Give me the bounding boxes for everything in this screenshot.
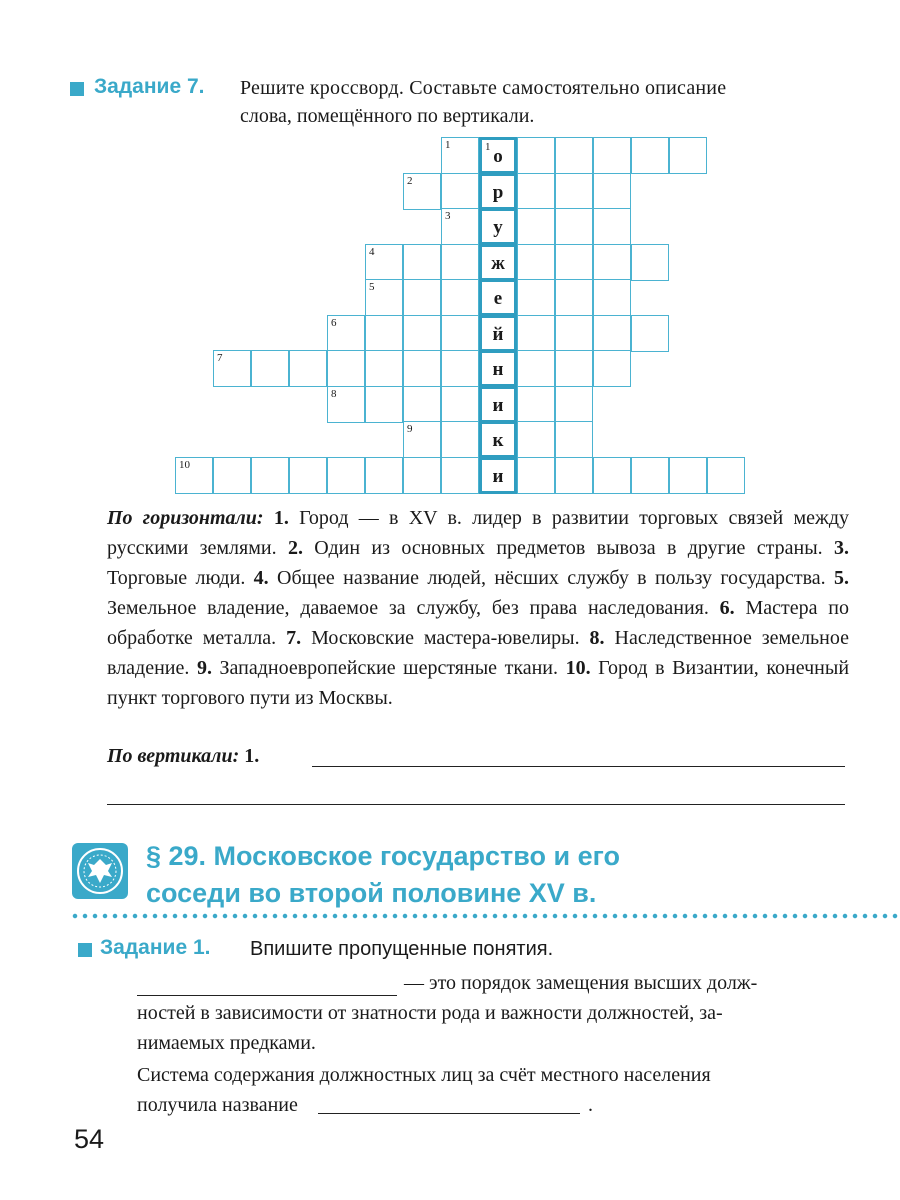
vertical-letter-cell[interactable]	[479, 386, 517, 423]
row-number-label: 10	[179, 458, 190, 471]
vertical-letter-cell[interactable]	[479, 421, 517, 458]
clue-text: Мастера по обработке металла.	[107, 597, 849, 649]
crossword-cell[interactable]	[365, 386, 403, 423]
task1-para1-line1: — это порядок замещения высших долж-	[404, 972, 758, 994]
crossword-cell[interactable]	[593, 173, 631, 210]
crossword-cell[interactable]	[403, 457, 441, 494]
crossword-cell[interactable]	[175, 457, 213, 494]
crossword-cell[interactable]	[441, 173, 479, 210]
crossword-cell[interactable]	[669, 137, 707, 174]
clue-text: Город — в XV в. лидер в развитии торговых связей между русскими землями.	[107, 507, 850, 559]
row-number-label: 8	[331, 387, 337, 400]
row-number-label: 5	[369, 281, 375, 293]
vertical-letter: о	[493, 146, 503, 167]
crossword-cell[interactable]	[593, 208, 631, 245]
page-number: 54	[74, 1124, 105, 1154]
vertical-letter: н	[492, 359, 504, 380]
crossword-cell[interactable]	[441, 350, 479, 387]
crossword-cell[interactable]	[555, 137, 593, 174]
crossword-cell[interactable]	[365, 279, 403, 316]
crossword-grid	[0, 0, 900, 520]
vertical-letter-cell[interactable]	[479, 279, 517, 316]
vertical-letter-cell[interactable]	[479, 137, 517, 174]
crossword-cell[interactable]	[593, 279, 631, 316]
vertical-heading: По вертикали:	[107, 745, 240, 767]
crossword-cell[interactable]	[631, 137, 669, 174]
crossword-cell[interactable]	[517, 421, 555, 458]
crossword-cell[interactable]	[555, 279, 593, 316]
crossword-cell[interactable]	[441, 208, 479, 245]
clue-number: 8.	[589, 627, 615, 649]
crossword-cell[interactable]	[555, 244, 593, 281]
crossword-cell[interactable]	[403, 421, 441, 458]
crossword-cell[interactable]	[251, 457, 289, 494]
vertical-letter-cell[interactable]	[479, 457, 517, 494]
task1-para2-line2: получила название	[137, 1094, 298, 1116]
crossword-cell[interactable]	[555, 421, 593, 458]
vertical-letter: у	[493, 217, 503, 238]
crossword-cell[interactable]	[403, 279, 441, 316]
vertical-answer-line-1[interactable]	[312, 766, 845, 767]
clue-text: Торговые люди.	[107, 567, 254, 589]
vertical-letter: к	[492, 430, 504, 451]
eagle-emblem-icon	[72, 843, 128, 899]
crossword-cell[interactable]	[441, 137, 479, 174]
clue-text: Один из основных предметов вывоза в другие страны.	[314, 537, 834, 559]
vertical-letter-cell[interactable]	[479, 208, 517, 245]
clue-text: Земельное владение, даваемое за службу, без права наследования.	[107, 597, 720, 619]
row-number-label: 9	[407, 423, 413, 435]
term-blank-2[interactable]	[318, 1113, 580, 1114]
vertical-letter-cell[interactable]	[479, 315, 517, 352]
crossword-cell[interactable]	[555, 173, 593, 210]
crossword-cell[interactable]	[631, 244, 669, 281]
task7-text-line2: слова, помещённого по вертикали.	[240, 105, 535, 127]
crossword-cell[interactable]	[517, 137, 555, 174]
row-number-label: 7	[217, 352, 223, 364]
crossword-cell[interactable]	[555, 208, 593, 245]
crossword-cell[interactable]	[441, 315, 479, 352]
task1-text: Впишите пропущенные понятия.	[250, 938, 554, 960]
clue-text: Наследственное земельное владение.	[107, 627, 850, 679]
vertical-letter: и	[492, 394, 504, 416]
crossword-cell[interactable]	[251, 350, 289, 387]
crossword-cell[interactable]	[517, 386, 555, 423]
crossword-cell[interactable]	[327, 350, 365, 387]
crossword-cell[interactable]	[403, 315, 441, 352]
clue-number: 7.	[286, 627, 312, 649]
row-number-label: 1	[445, 139, 451, 151]
crossword-cell[interactable]	[555, 386, 593, 423]
clue-number: 2.	[287, 537, 315, 559]
crossword-cell[interactable]	[631, 457, 669, 494]
crossword-cell[interactable]	[441, 244, 479, 281]
crossword-cell[interactable]	[555, 315, 593, 352]
task7-label: Задание 7.	[94, 75, 205, 98]
vertical-letter-cell[interactable]	[479, 173, 517, 210]
vertical-letter: р	[492, 181, 504, 203]
horizontal-heading: По горизонтали:	[107, 507, 274, 529]
crossword-cell[interactable]	[403, 244, 441, 281]
vertical-letter-cell[interactable]	[479, 244, 517, 281]
crossword-cell[interactable]	[555, 457, 593, 494]
crossword-cell[interactable]	[517, 279, 555, 316]
crossword-cell[interactable]	[593, 244, 631, 281]
task7-text-line1: Решите кроссворд. Составьте самостоятельно описание	[240, 77, 727, 99]
section-title	[146, 838, 846, 912]
crossword-cell[interactable]	[669, 457, 707, 494]
crossword-cell[interactable]	[365, 244, 403, 281]
crossword-cell[interactable]	[593, 457, 631, 494]
crossword-cell[interactable]	[593, 350, 631, 387]
vertical-letter-cell[interactable]	[479, 350, 517, 387]
clue-text: Город в Византии, конечный пункт торгового пути из Москвы.	[107, 657, 850, 709]
vertical-letter: ж	[491, 252, 505, 274]
clues-block	[107, 503, 849, 713]
section-title-line2: соседи во второй половине XV в.	[146, 878, 597, 908]
crossword-cell[interactable]	[213, 457, 251, 494]
crossword-cell[interactable]	[213, 350, 251, 387]
crossword-cell[interactable]	[517, 244, 555, 281]
crossword-cell[interactable]	[403, 350, 441, 387]
crossword-cell[interactable]	[517, 315, 555, 352]
crossword-cell[interactable]	[365, 315, 403, 352]
section-title-line1: § 29. Московское государство и его	[146, 841, 620, 871]
task1-para1-line3: нимаемых предками.	[137, 1032, 316, 1054]
crossword-cell[interactable]	[403, 173, 441, 210]
crossword-cell[interactable]	[365, 457, 403, 494]
task1-para1-line2: ностей в зависимости от знатности рода и важности должностей, за-	[137, 1002, 723, 1024]
crossword-cell[interactable]	[441, 279, 479, 316]
clue-number: 4.	[253, 567, 278, 589]
crossword-cell[interactable]	[517, 208, 555, 245]
vertical-answer-line-2[interactable]	[107, 804, 845, 805]
clue-text: Московские мастера-ювелиры.	[311, 627, 590, 649]
crossword-cell[interactable]	[327, 315, 365, 352]
crossword-cell[interactable]	[441, 386, 479, 423]
crossword-cell[interactable]	[517, 173, 555, 210]
vertical-clue	[107, 745, 259, 768]
vertical-letter: е	[493, 288, 503, 309]
clue-number: 10.	[565, 657, 599, 679]
crossword-cell[interactable]	[327, 386, 365, 423]
crossword-cell[interactable]	[289, 350, 327, 387]
crossword-cell[interactable]	[593, 315, 631, 352]
crossword-cell[interactable]	[517, 457, 555, 494]
task-marker-icon	[78, 943, 92, 957]
vertical-letter: и	[492, 465, 504, 487]
clue-number: 3.	[834, 537, 849, 559]
vertical-number: 1.	[244, 745, 260, 767]
crossword-cell[interactable]	[555, 350, 593, 387]
crossword-cell[interactable]	[517, 350, 555, 387]
crossword-cell[interactable]	[593, 137, 631, 174]
task1-para2-end: .	[588, 1094, 593, 1116]
clue-text: Западноевропейские шерстяные ткани.	[219, 657, 566, 679]
row-number-label: 6	[331, 316, 337, 329]
crossword-cell[interactable]	[441, 421, 479, 458]
clue-number: 6.	[719, 597, 746, 619]
crossword-cell[interactable]	[631, 315, 669, 352]
crossword-cell[interactable]	[707, 457, 745, 494]
vertical-letter: й	[492, 323, 504, 345]
clue-number: 9.	[196, 657, 220, 679]
dotted-divider	[70, 913, 900, 919]
crossword-cell[interactable]	[441, 457, 479, 494]
task1-label: Задание 1.	[100, 936, 211, 959]
vertical-number-label: 1	[485, 141, 491, 153]
term-blank-1[interactable]	[137, 995, 397, 996]
clue-number: 5.	[834, 567, 849, 589]
row-number-label: 3	[445, 210, 451, 222]
task1-para2-line1: Система содержания должностных лиц за счёт местного населения	[137, 1064, 711, 1086]
crossword-cell[interactable]	[365, 350, 403, 387]
clue-number: 1.	[273, 507, 300, 529]
row-number-label: 2	[407, 174, 413, 187]
row-number-label: 4	[369, 245, 375, 258]
crossword-cell[interactable]	[289, 457, 327, 494]
clue-text: Общее название людей, нёсших службу в пользу государства.	[277, 567, 834, 589]
crossword-cell[interactable]	[403, 386, 441, 423]
crossword-cell[interactable]	[327, 457, 365, 494]
